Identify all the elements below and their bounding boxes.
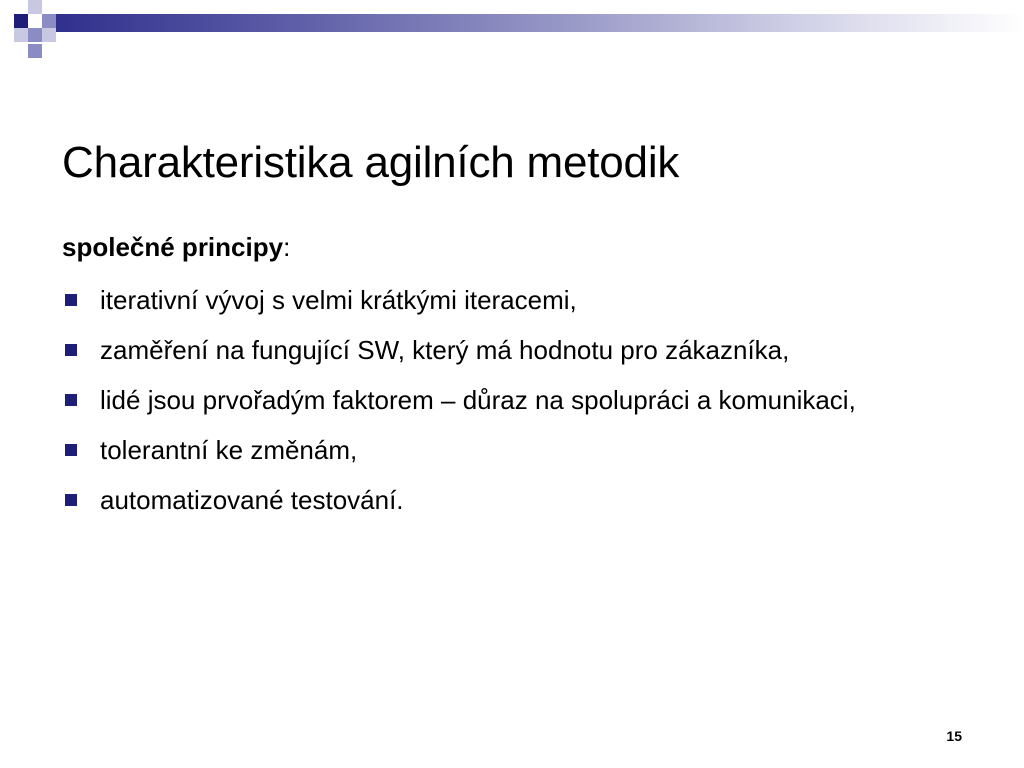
header-gradient-bar: [28, 14, 1024, 32]
bullet-text: iterativní vývoj s velmi krátkými iteracemi,: [100, 285, 577, 315]
list-item: [62, 480, 942, 520]
bullet-text: tolerantní ke změnám,: [100, 435, 358, 465]
square-bullet-icon: [65, 294, 77, 306]
bullet-text: automatizované testování.: [100, 485, 404, 515]
bullet-text: zaměření na fungující SW, který má hodnotu pro zákazníka,: [100, 335, 790, 365]
bullet-list: [62, 280, 942, 530]
list-item: [62, 330, 942, 370]
square-bullet-icon: [65, 444, 77, 456]
lead-line: [62, 232, 290, 263]
square-bullet-icon: [65, 394, 77, 406]
square-bullet-icon: [65, 494, 77, 506]
list-item: [62, 280, 942, 320]
square-bullet-icon: [65, 344, 77, 356]
list-item: [62, 380, 942, 420]
slide-title: Charakteristika agilních metodik: [62, 138, 680, 187]
list-item: [62, 430, 942, 470]
lead-suffix: :: [283, 232, 291, 262]
page-number: 15: [946, 728, 962, 744]
lead-bold-text: společné principy: [62, 232, 284, 262]
bullet-text: lidé jsou prvořadým faktorem – důraz na spolupráci a komunikaci,: [100, 385, 856, 415]
